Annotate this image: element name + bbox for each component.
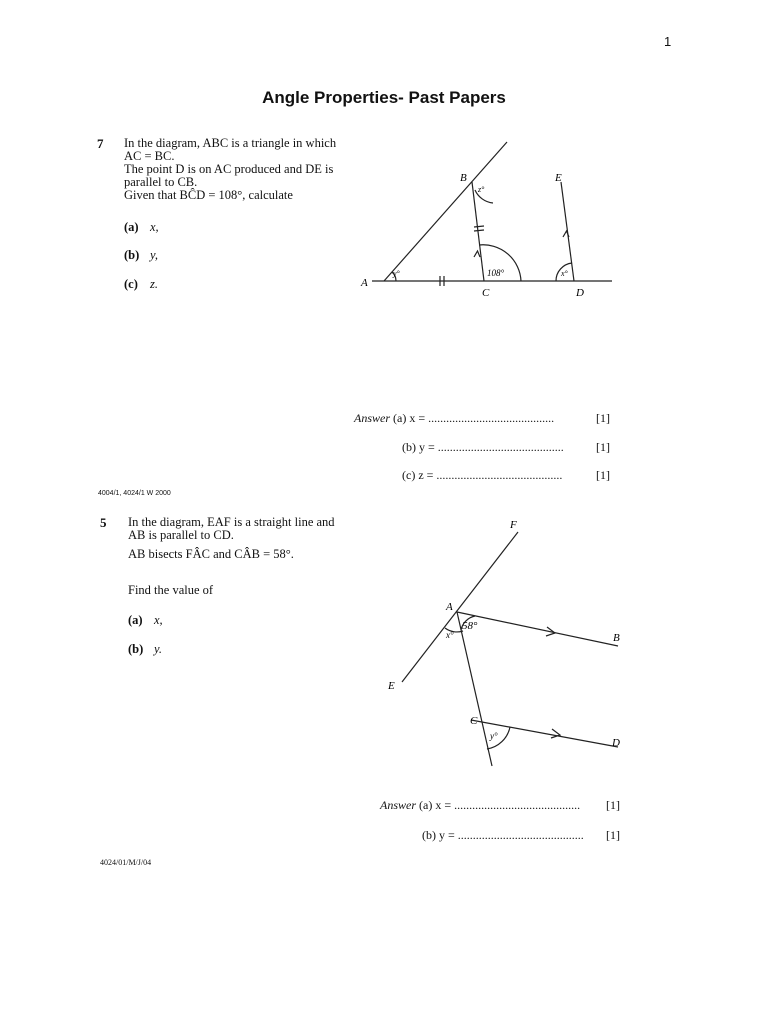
line-ac	[457, 612, 492, 766]
angle-y-label: y°	[393, 269, 400, 278]
q5-part-b: (b) y.	[128, 642, 162, 656]
page-title: Angle Properties- Past Papers	[262, 88, 506, 107]
label-F: F	[510, 519, 517, 531]
q5-line-2: AB is parallel to CD.	[128, 528, 234, 542]
label-A: A	[446, 601, 453, 613]
q7-line-4: parallel to CB.	[124, 175, 198, 189]
angle-x-label: x°	[561, 269, 568, 278]
q7-line-3: The point D is on AC produced and DE is	[124, 162, 334, 176]
q5-answer-a: Answer (a) x = ..........................................	[380, 798, 581, 812]
q7-answer-c: (c) z = ..........................................	[402, 468, 563, 482]
question-5-text	[128, 516, 335, 561]
tick-bc-1	[474, 226, 484, 227]
q7-triangle-diagram	[360, 130, 620, 305]
q5-reference: 4024/01/M/J/04	[100, 858, 152, 867]
label-A: A	[361, 277, 368, 289]
q5-find-text: Find the value of	[128, 583, 214, 597]
q7-answer-b: (b) y = ..........................................	[402, 440, 564, 454]
label-D: D	[612, 737, 620, 749]
label-C: C	[470, 715, 478, 727]
q7-marks-a: [1]	[596, 411, 610, 425]
line-ab	[457, 612, 618, 646]
line-ab	[384, 142, 507, 281]
label-E: E	[555, 172, 562, 184]
angle-108-label: 108°	[487, 268, 505, 278]
question-7-text	[124, 137, 336, 202]
q5-line-1: In the diagram, EAF is a straight line and	[128, 515, 335, 529]
q7-part-b: (b) y,	[124, 248, 158, 262]
q7-reference: 4004/1, 4024/1 W 2000	[98, 490, 171, 497]
question-7-number: 7	[97, 136, 104, 151]
line-eaf	[402, 532, 518, 682]
q5-line-3: AB bisects FÂC and CÂB = 58°.	[128, 547, 294, 561]
label-B: B	[460, 172, 467, 184]
question-5-number: 5	[100, 515, 107, 530]
page-number: 1	[664, 34, 672, 49]
label-D: D	[576, 287, 584, 299]
q5-marks-b: [1]	[606, 828, 620, 842]
q7-answer-a: Answer (a) x = ..........................................	[354, 411, 555, 425]
q7-line-1: In the diagram, ABC is a triangle in which	[124, 136, 337, 150]
q5-parallel-lines-diagram	[380, 510, 640, 775]
q7-part-c: (c) z.	[124, 277, 158, 291]
q5-answer-b: (b) y = ..........................................	[422, 828, 584, 842]
q7-part-a: (a) x,	[124, 220, 159, 234]
label-B: B	[613, 632, 620, 644]
q7-line-2: AC = BC.	[124, 149, 175, 163]
line-bc	[472, 182, 484, 281]
q5-part-a: (a) x,	[128, 613, 163, 627]
angle-58-label: 58°	[462, 620, 478, 632]
tick-bc-2	[474, 230, 484, 231]
q7-marks-b: [1]	[596, 440, 610, 454]
label-E: E	[388, 680, 395, 692]
q7-marks-c: [1]	[596, 468, 610, 482]
q5-marks-a: [1]	[606, 798, 620, 812]
angle-z-label: z°	[478, 185, 485, 194]
angle-x-label: x°	[446, 630, 454, 640]
label-C: C	[482, 287, 490, 299]
arrow-bc	[474, 251, 480, 257]
q7-line-5: Given that BĈD = 108°, calculate	[124, 188, 293, 202]
angle-y-label: y°	[490, 731, 498, 741]
